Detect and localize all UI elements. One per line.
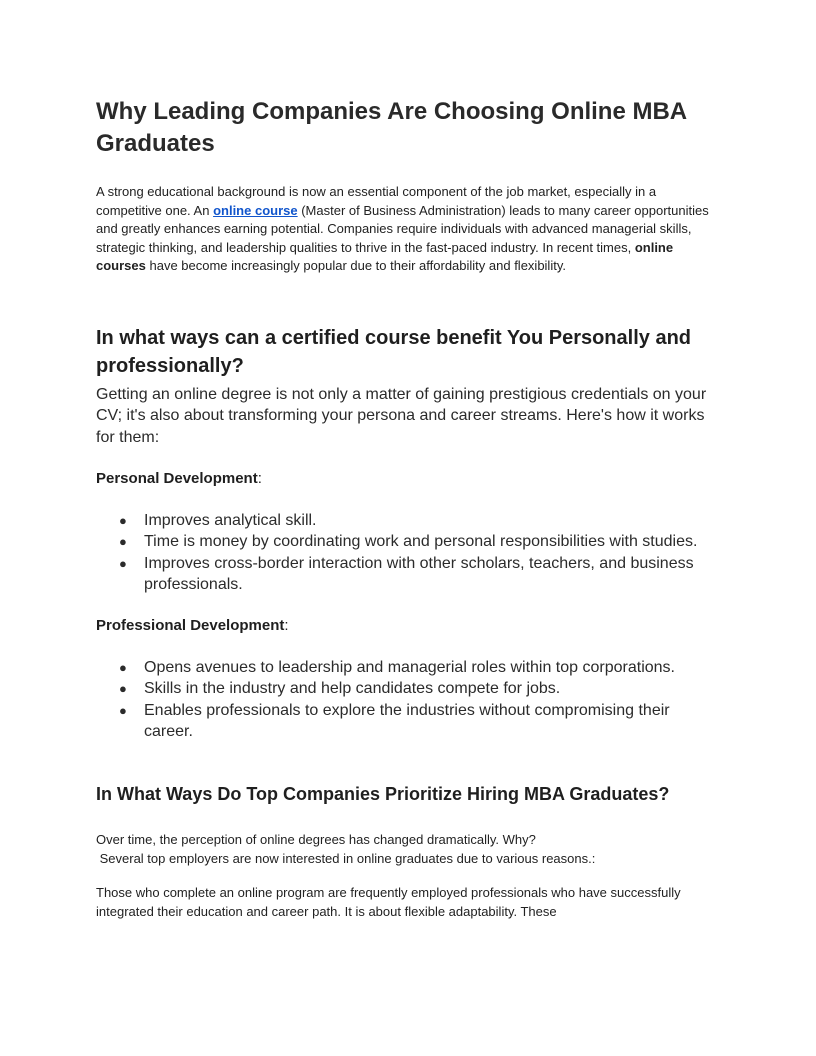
section1-lead: Getting an online degree is not only a matter of gaining prestigious credentials on your CV; it's also about transforming your persona and career streams. Here's how it works for them: [96,385,707,446]
bullet-icon: ● [119,702,127,718]
document-page [96,96,720,921]
bullet-icon: ● [119,513,127,528]
bullet-icon: ● [119,555,127,571]
list-item-text: Skills in the industry and help candidates compete for jobs. [144,680,561,698]
professional-development-label: Professional Development [96,617,285,635]
professional-development-list [96,657,720,742]
section2-paragraph-1 [96,831,720,868]
intro-text-3: have become increasingly popular due to their affordability and flexibility. [145,258,566,273]
intro-bold-text: online courses [96,239,674,273]
list-item-text: Opens avenues to leadership and managerial roles within top corporations. [144,659,675,677]
list-item-text: Improves cross-border interaction with other scholars, teachers, and business professionals. [144,554,694,593]
personal-development-colon: : [257,470,262,487]
list-item [96,553,720,596]
list-item [96,531,720,552]
intro-text-1: A strong educational background is now an essential component of the job market, especially in a competitive one. An [96,184,657,218]
intro-paragraph [96,183,720,276]
intro-text-2: (Master of Business Administration) leads to many career opportunities and greatly enhances earning potential. Companies require individuals with advanced managerial skills, strategic thinking, and leadership qualities to thrive in the fast-paced industry. In recent times, [96,202,709,255]
list-item-text: Improves analytical skill. [144,512,317,529]
list-item [96,657,720,678]
bullet-icon: ● [119,534,127,550]
personal-development-heading [96,469,720,489]
list-item-text: Time is money by coordinating work and personal responsibilities with studies. [144,533,698,551]
personal-development-list [96,510,720,595]
professional-development-heading [96,616,720,636]
list-item [96,700,720,743]
bullet-icon: ● [119,660,127,676]
section2-paragraph-2: Those who complete an online program are frequently employed professionals who have successfully integrated their education and career path. It is about flexible adaptability. These [96,885,681,919]
section2-heading: In What Ways Do Top Companies Prioritize Hiring MBA Graduates? [96,784,670,805]
list-item-text: Enables professionals to explore the industries without compromising their career. [144,701,670,741]
section1-heading: In what ways can a certified course benefit You Personally and professionally? [96,326,691,377]
personal-development-label: Personal Development [96,470,258,487]
bullet-icon: ● [119,681,127,697]
list-item [96,510,720,531]
section2-line-2: Several top employers are now interested in online graduates due to various reasons.: [96,850,596,866]
list-item [96,678,720,699]
online-course-link[interactable]: online course [213,202,298,218]
professional-development-colon: : [284,617,289,635]
page-title: Why Leading Companies Are Choosing Online MBA Graduates [96,98,687,157]
section2-line-1: Over time, the perception of online degrees has changed dramatically. Why? [96,832,536,848]
